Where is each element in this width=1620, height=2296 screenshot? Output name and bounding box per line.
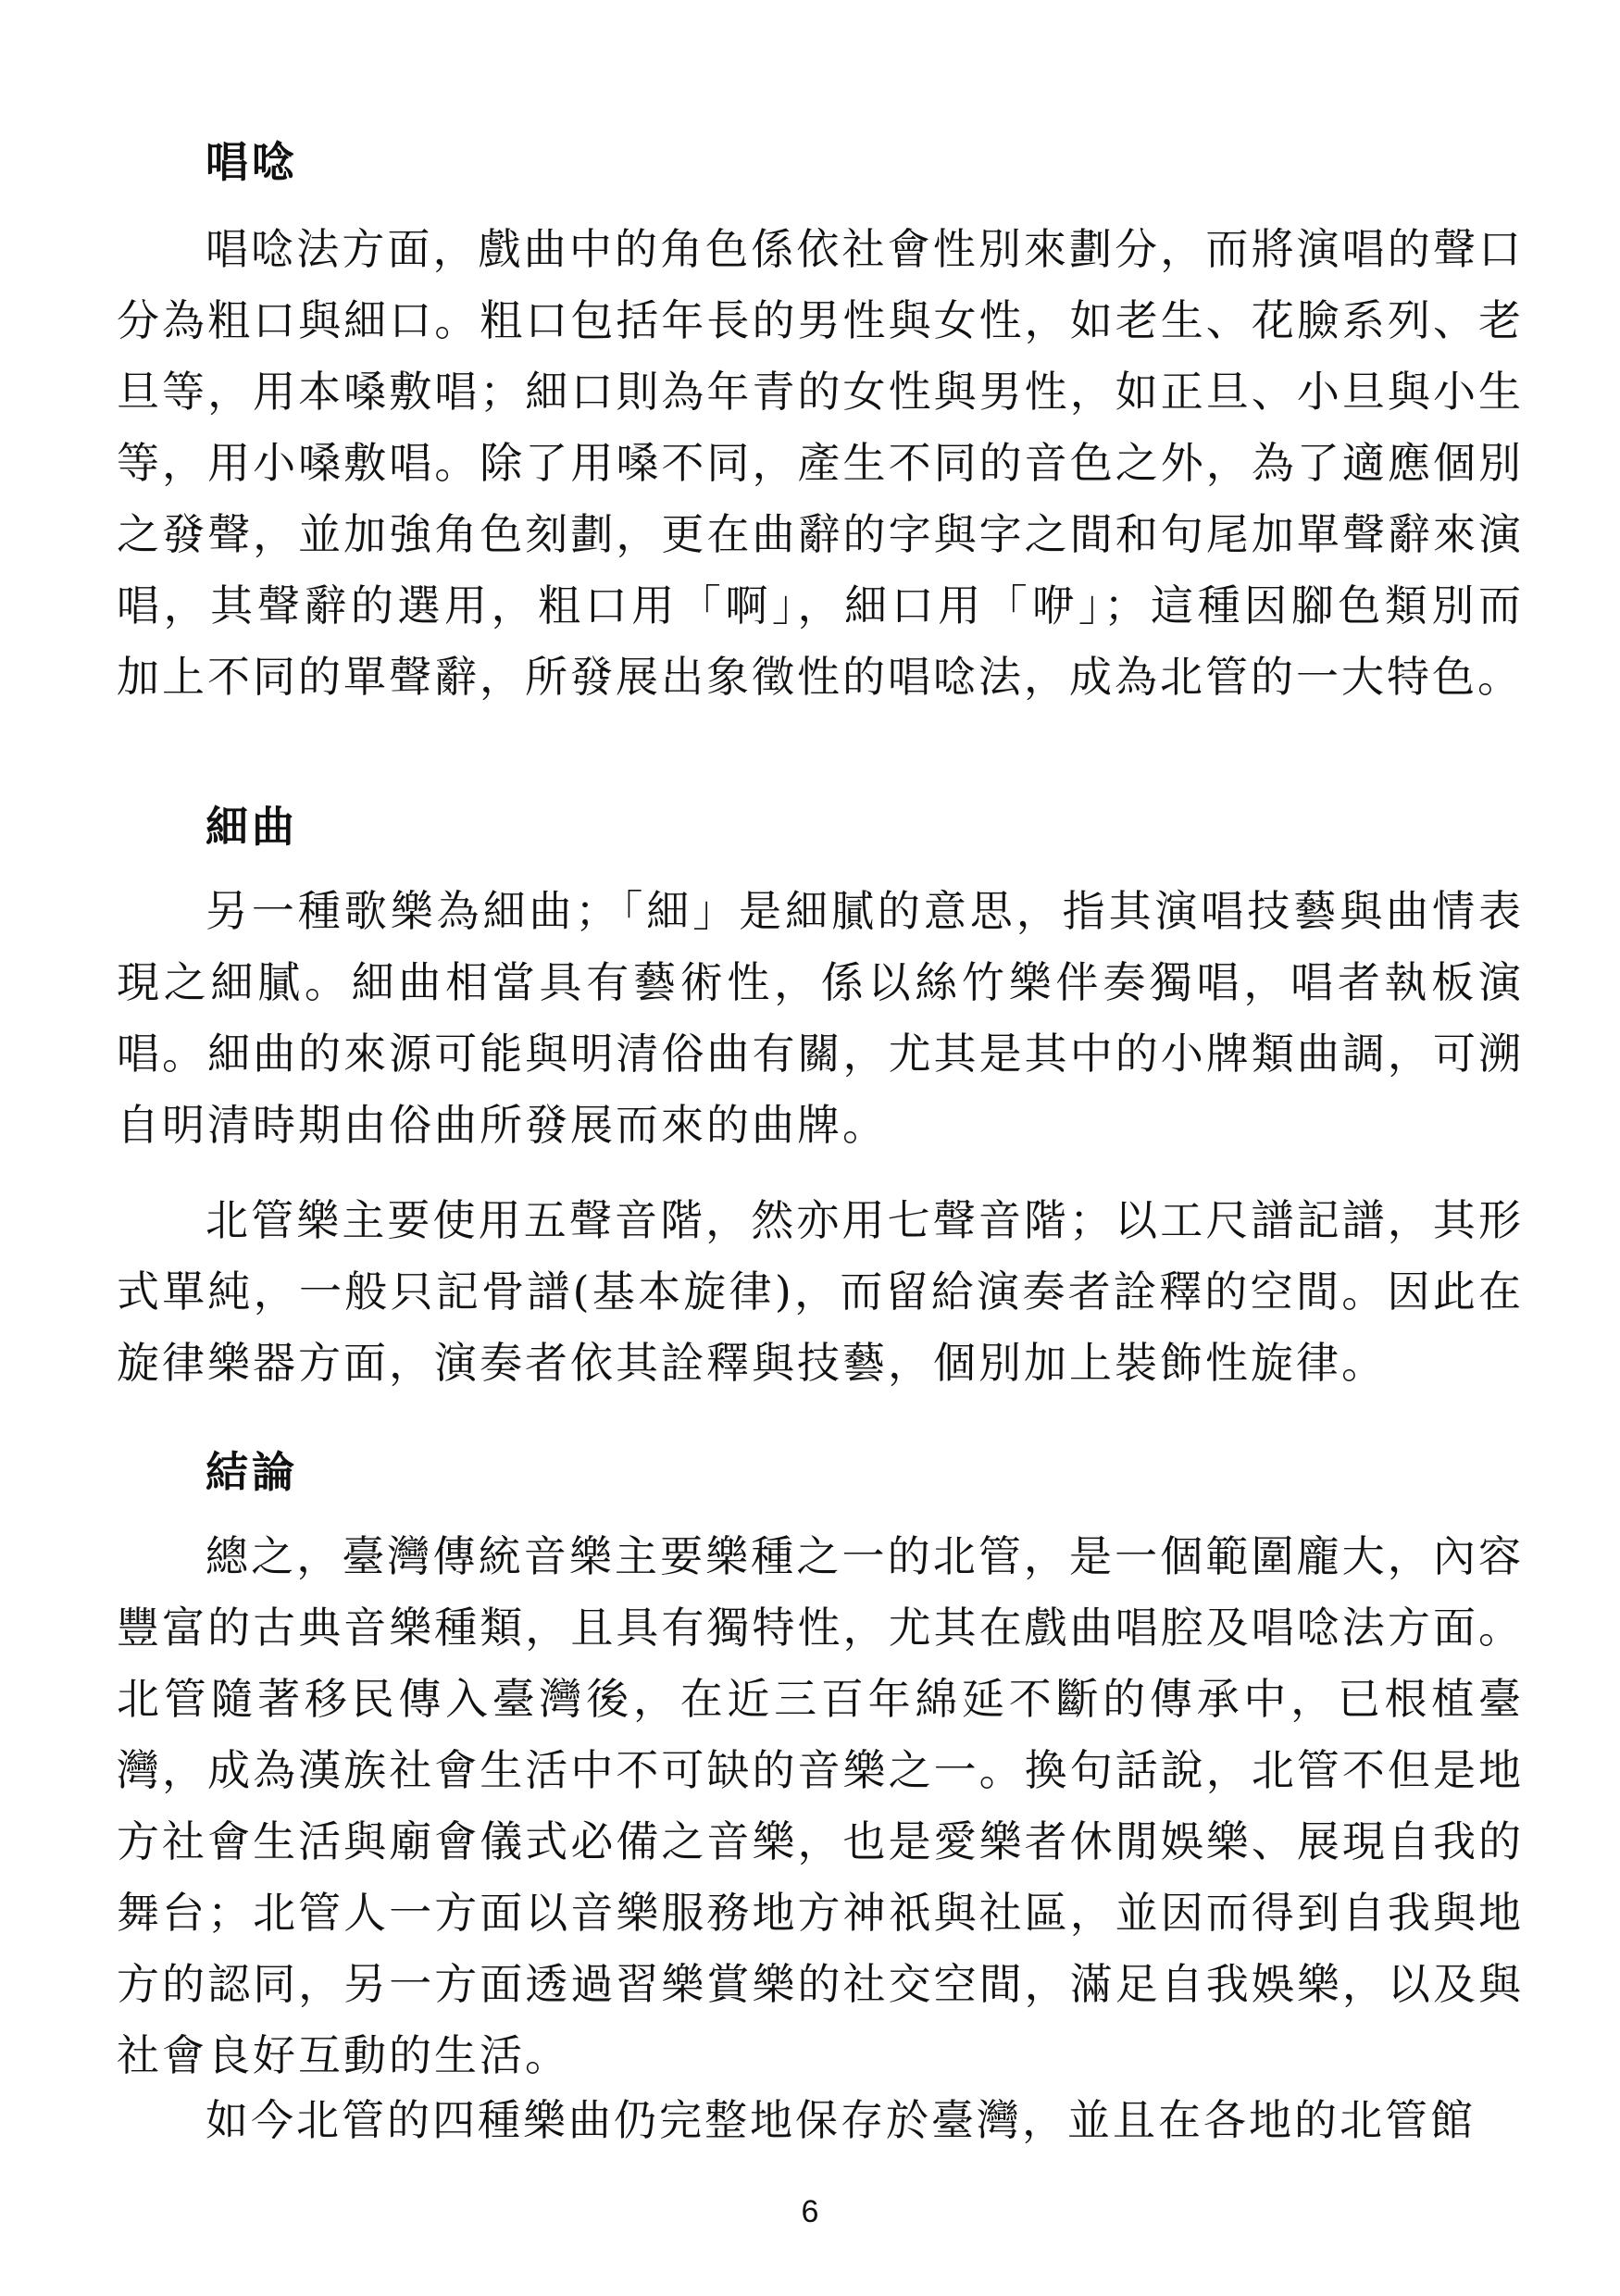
section-heading-jielun: 結論 — [206, 1447, 298, 1497]
paragraph-changnian: 唱唸法方面，戲曲中的角色係依社會性別來劃分，而將演唱的聲口分為粗口與細口。粗口包括年長的男性與女性，如老生、花臉系列、老旦等，用本嗓敷唱；細口則為年青的女性與男性，如正旦、小旦與小生等，用小嗓敷唱。除了用嗓不同，產生不同的音色之外，為了適應個別之發聲，並加強角色刻劃，更在曲辭的字與字之間和句尾加單聲辭來演唱，其聲辭的選用，粗口用「啊」，細口用「咿」；這種因腳色類別而加上不同的單聲辭，所發展出象徵性的唱唸法，成為北管的一大特色。 — [117, 224, 1524, 702]
paragraph-jielun-2: 如今北管的四種樂曲仍完整地保存於臺灣，並且在各地的北管館 — [206, 2095, 1476, 2145]
paragraph-jielun-1: 總之，臺灣傳統音樂主要樂種之一的北管，是一個範圍龐大，內容豐富的古典音樂種類，且具有獨特性，尤其在戲曲唱腔及唱唸法方面。北管隨著移民傳入臺灣後，在近三百年綿延不斷的傳承中，已根植臺灣，成為漢族社會生活中不可缺的音樂之一。換句話說，北管不但是地方社會生活與廟會儀式必備之音樂，也是愛樂者休閒娛樂、展現自我的舞台；北管人一方面以音樂服務地方神祇與社區，並因而得到自我與地方的認同，另一方面透過習樂賞樂的社交空間，滿足自我娛樂，以及與社會良好互動的生活。 — [117, 1531, 1524, 2080]
section-heading-changnian: 唱唸 — [206, 137, 298, 187]
paragraph-xiqu-2: 北管樂主要使用五聲音階，然亦用七聲音階；以工尺譜記譜，其形式單純，一般只記骨譜(基本旋律)，而留給演奏者詮釋的空間。因此在旋律樂器方面，演奏者依其詮釋與技藝，個別加上裝飾性旋律。 — [117, 1195, 1524, 1388]
paragraph-xiqu-1: 另一種歌樂為細曲；「細」是細膩的意思，指其演唱技藝與曲情表現之細膩。細曲相當具有藝術性，係以絲竹樂伴奏獨唱，唱者執板演唱。細曲的來源可能與明清俗曲有關，尤其是其中的小牌類曲調，可溯自明清時期由俗曲所發展而來的曲牌。 — [117, 886, 1524, 1150]
page-number: 6 — [801, 2194, 819, 2229]
section-heading-xiqu: 細曲 — [206, 802, 298, 852]
